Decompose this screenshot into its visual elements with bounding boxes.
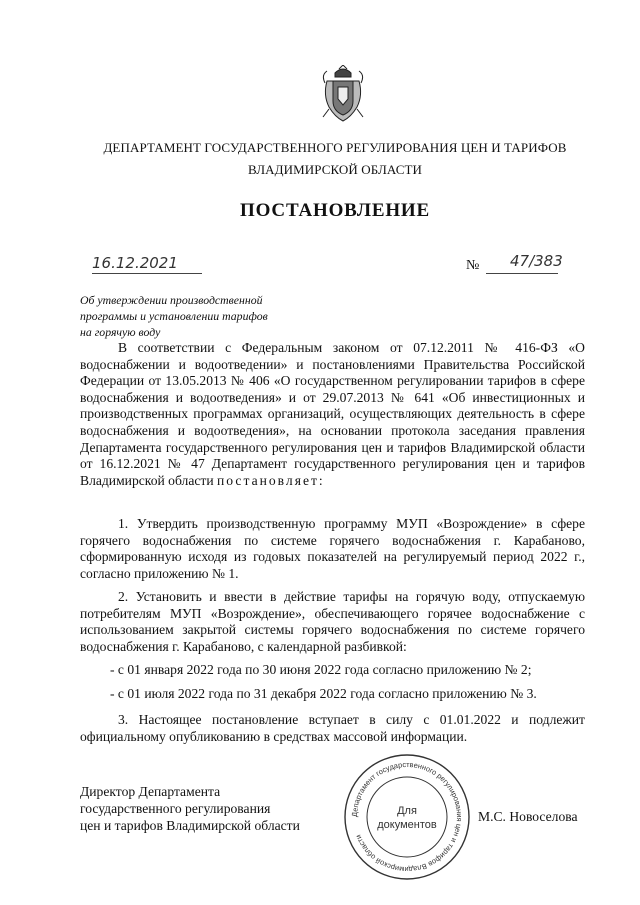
position-line: государственного регулирования [80, 801, 271, 816]
preamble-paragraph [80, 340, 585, 489]
signatory-position [80, 783, 300, 834]
preamble-text: В соответствии с Федеральным законом от 07.12.2011 № 416-ФЗ «О водоснабжении и водоотведении» и постановлениями Правительства Российской Федерации от 13.05.2013 № 406 «О государственном регулировании тарифов в сфере водоснабжения и водоотведения» и от 29.07.2013 № 641 «Об инвестиционных и производственных программах организаций, осуществляющих деятельность в сфере водоснабжения и водоотведения», на основании протокола заседания правления Департамента государственного регулирования цен и тарифов Владимирской области от 16.12.2021 № 47 Департамент государственного регулирования цен и тарифов Владимирской области [80, 340, 585, 488]
subject-line: на горячую воду [80, 325, 161, 339]
stamp-center-line2: документов [377, 819, 437, 831]
position-line: Директор Департамента [80, 784, 221, 799]
item-2-period-a: - с 01 января 2022 года по 30 июня 2022 года согласно приложению № 2; [110, 662, 532, 677]
department-name-line1: ДЕПАРТАМЕНТ ГОСУДАРСТВЕННОГО РЕГУЛИРОВАНИЯ ЦЕН И ТАРИФОВ [103, 140, 567, 155]
number-underline [486, 273, 558, 274]
subject-line: программы и установлении тарифов [80, 309, 268, 323]
subject-line: Об утверждении производственной [80, 293, 263, 307]
document-date: 16.12.2021 [92, 254, 178, 272]
department-name-line2: ВЛАДИМИРСКОЙ ОБЛАСТИ [247, 162, 423, 177]
stamp-center-line1: Для [397, 805, 417, 817]
item-3-paragraph: 3. Настоящее постановление вступает в силу с 01.01.2022 и подлежит официальному опубликованию в средствах массовой информации. [80, 712, 585, 744]
signatory-name: М.С. Новоселова [478, 809, 578, 824]
decree-word: постановляет: [217, 472, 325, 488]
position-line: цен и тарифов Владимирской области [80, 818, 300, 833]
item-1-paragraph: 1. Утвердить производственную программу МУП «Возрождение» в сфере горячего водоснабжения по системе горячего водоснабжения г. Карабаново, сформированную исходя из годовых показателей на регулируемый период 2022 г., согласно приложению № 1. [80, 516, 585, 581]
date-underline [92, 273, 202, 274]
official-stamp [342, 752, 472, 882]
stamp-ring-text: Департамент государственного регулирования цен и тарифов Владимирской области [349, 759, 465, 875]
document-number: 47/383 [510, 252, 563, 270]
coat-of-arms-icon [321, 65, 365, 123]
item-2-paragraph: 2. Установить и ввести в действие тарифы на горячую воду, отпускаемую потребителям МУП «Возрождение», обеспечивающего горячее водоснабжение с использованием закрытой системы горячего водоснабжения по системе горячего водоснабжения г. Карабаново, с календарной разбивкой: [80, 589, 585, 654]
document-subject [80, 292, 310, 340]
item-2-period-b: - с 01 июля 2022 года по 31 декабря 2022 года согласно приложению № 3. [110, 686, 537, 701]
document-title: ПОСТАНОВЛЕНИЕ [240, 200, 430, 221]
number-label: № [466, 258, 480, 273]
